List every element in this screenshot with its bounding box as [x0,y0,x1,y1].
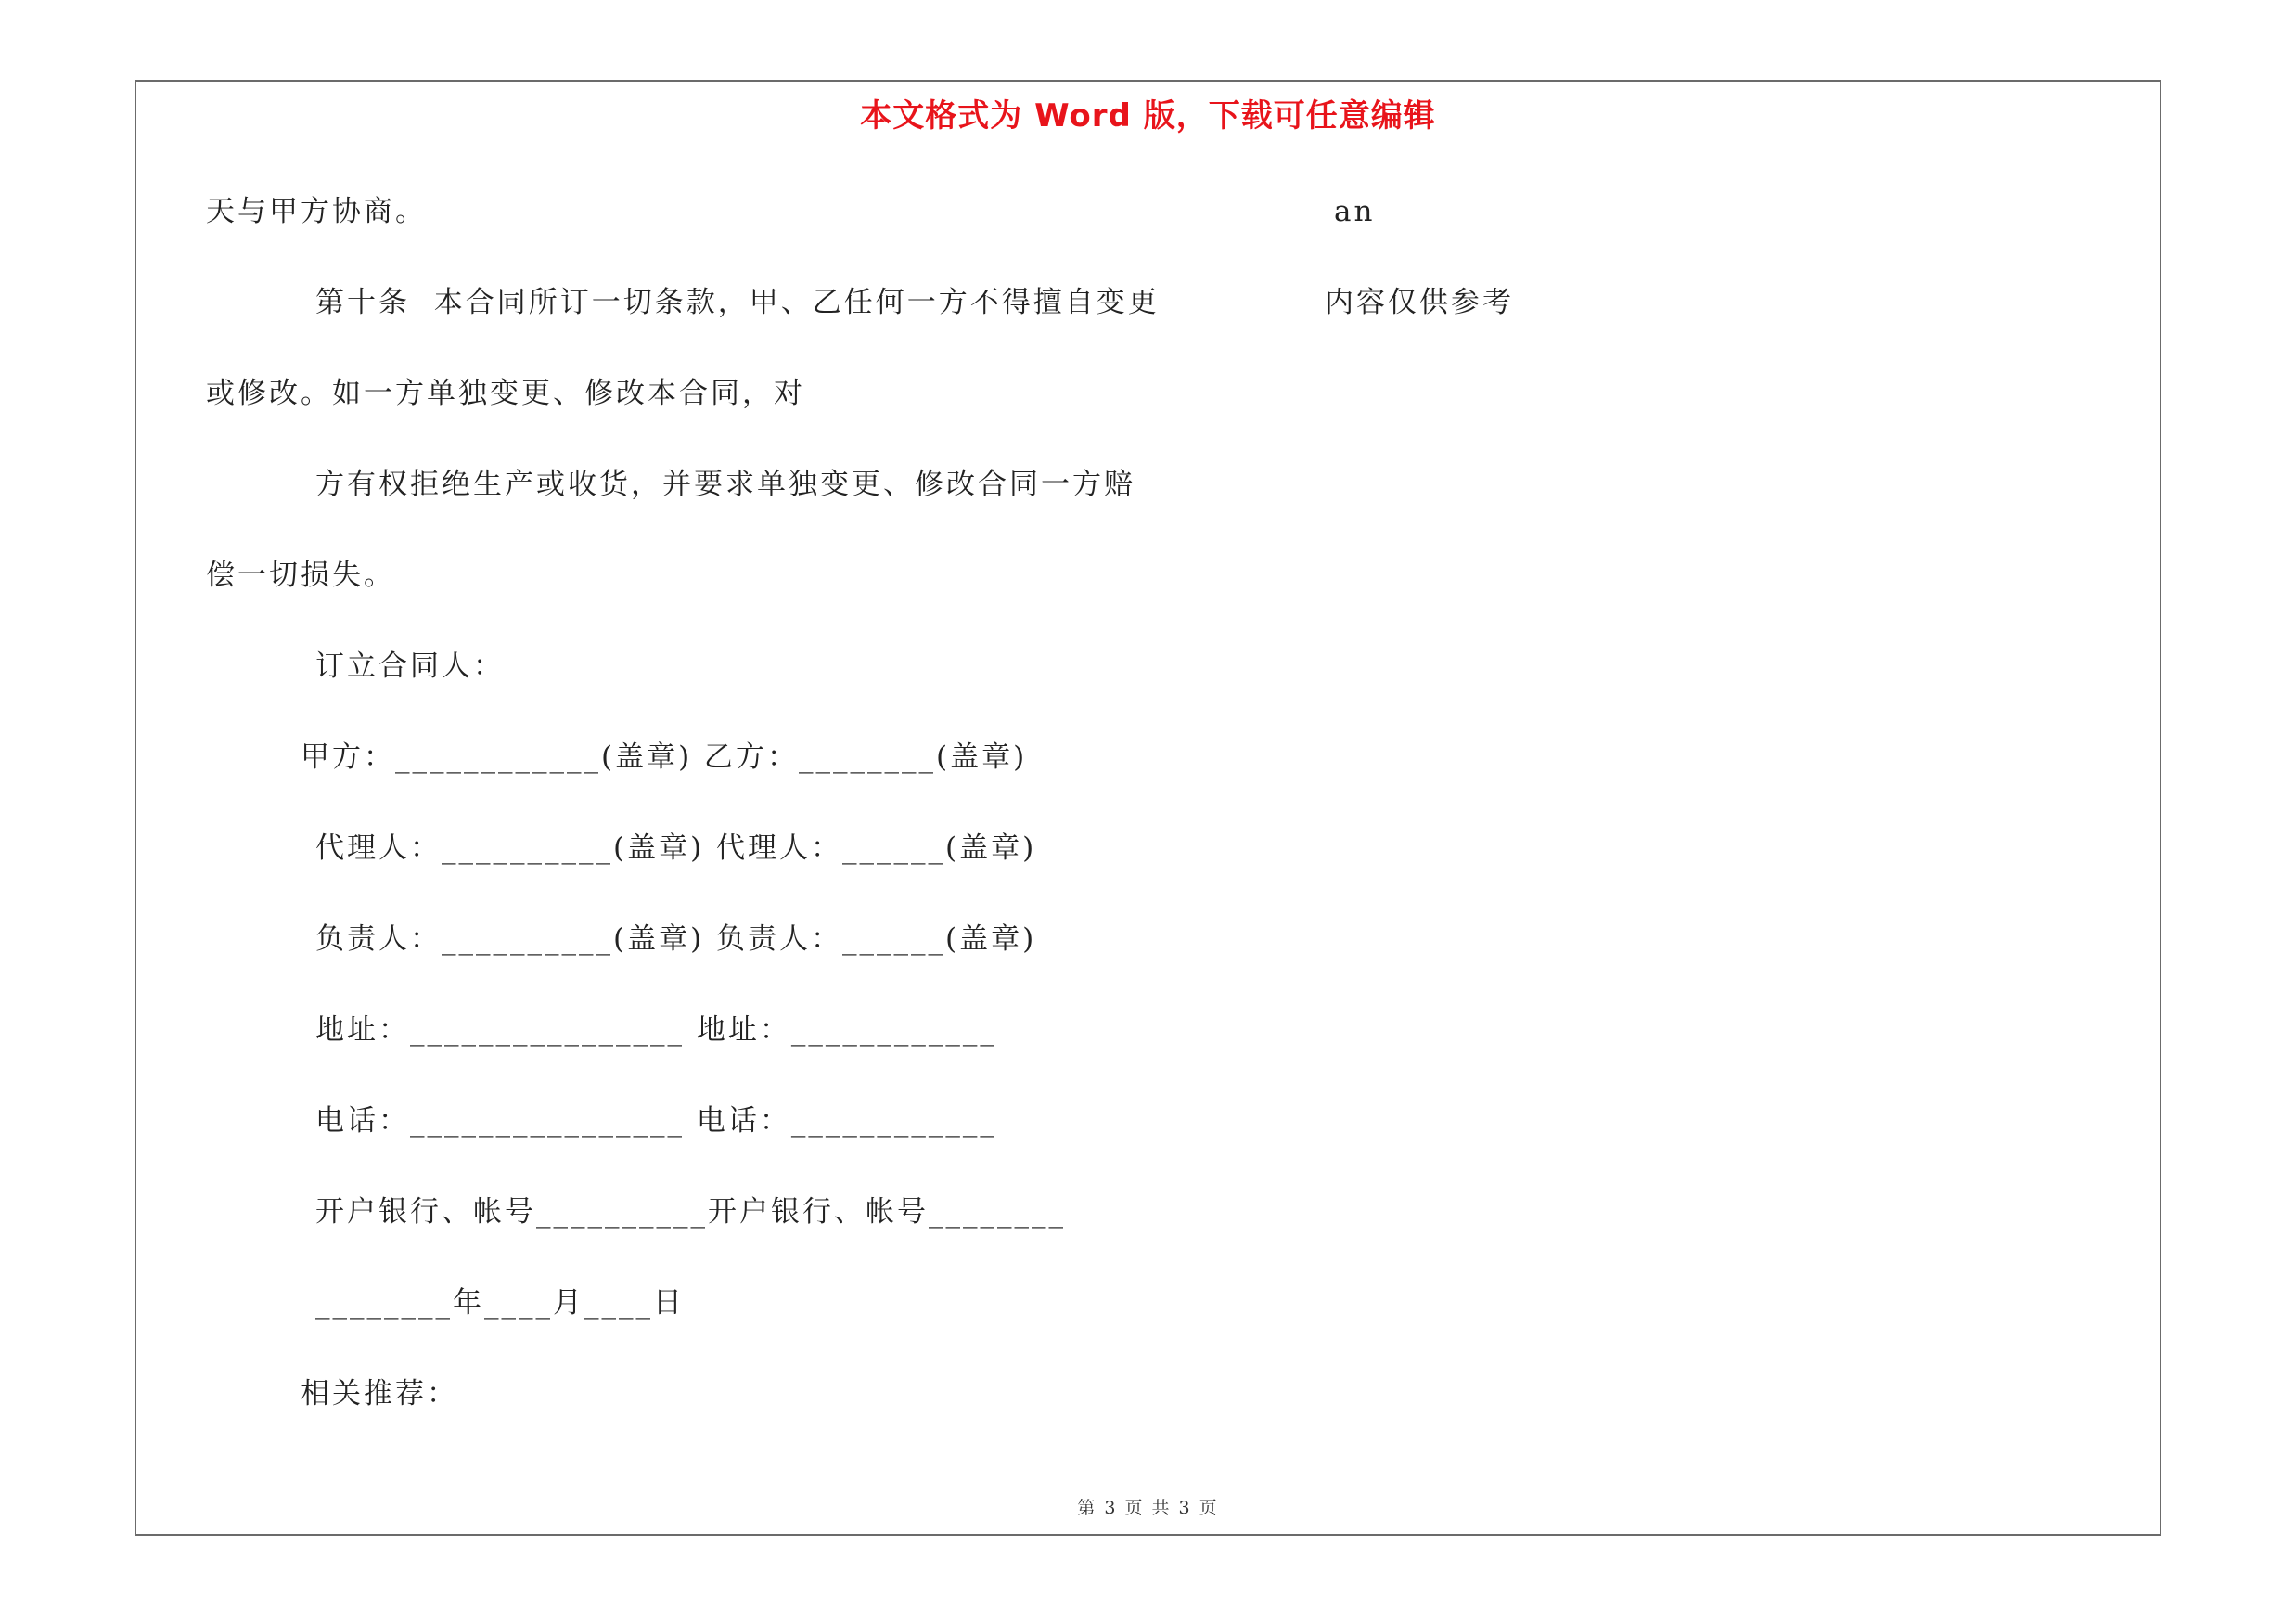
text-line-5: 偿一切损失。 [206,559,395,592]
word-format-banner: 本文格式为 Word 版，下载可任意编辑 [860,97,1436,135]
agent-line: 代理人：__________(盖章) 代理人：______(盖章) [315,831,1037,865]
date-line: ________年____月____日 [315,1286,685,1320]
text-line-article-10: 第十条 本合同所订一切条款，甲、乙任何一方不得擅自变更 [315,286,1160,319]
bank-account-line: 开户银行、帐号__________开户银行、帐号________ [315,1195,1066,1229]
related-heading: 相关推荐： [301,1377,458,1410]
party-line: 甲方：____________(盖章) 乙方：________(盖章) [301,741,1028,774]
responsible-line: 负责人：__________(盖章) 负责人：______(盖章) [315,922,1037,956]
address-line: 地址：________________ 地址：____________ [315,1013,997,1047]
text-line-1: 天与甲方协商。 [206,195,427,228]
text-line-3: 或修改。如一方单独变更、修改本合同，对 [206,377,805,410]
text-line-4: 方有权拒绝生产或收货，并要求单独变更、修改合同一方赔 [315,468,1135,501]
phone-line: 电话：________________ 电话：____________ [315,1104,997,1138]
side-note-an: an [1334,195,1376,228]
side-note-reference: 内容仅供参考 [1325,286,1514,319]
signatories-heading: 订立合同人： [315,650,505,683]
page-number: 第 3 页 共 3 页 [1077,1498,1219,1518]
